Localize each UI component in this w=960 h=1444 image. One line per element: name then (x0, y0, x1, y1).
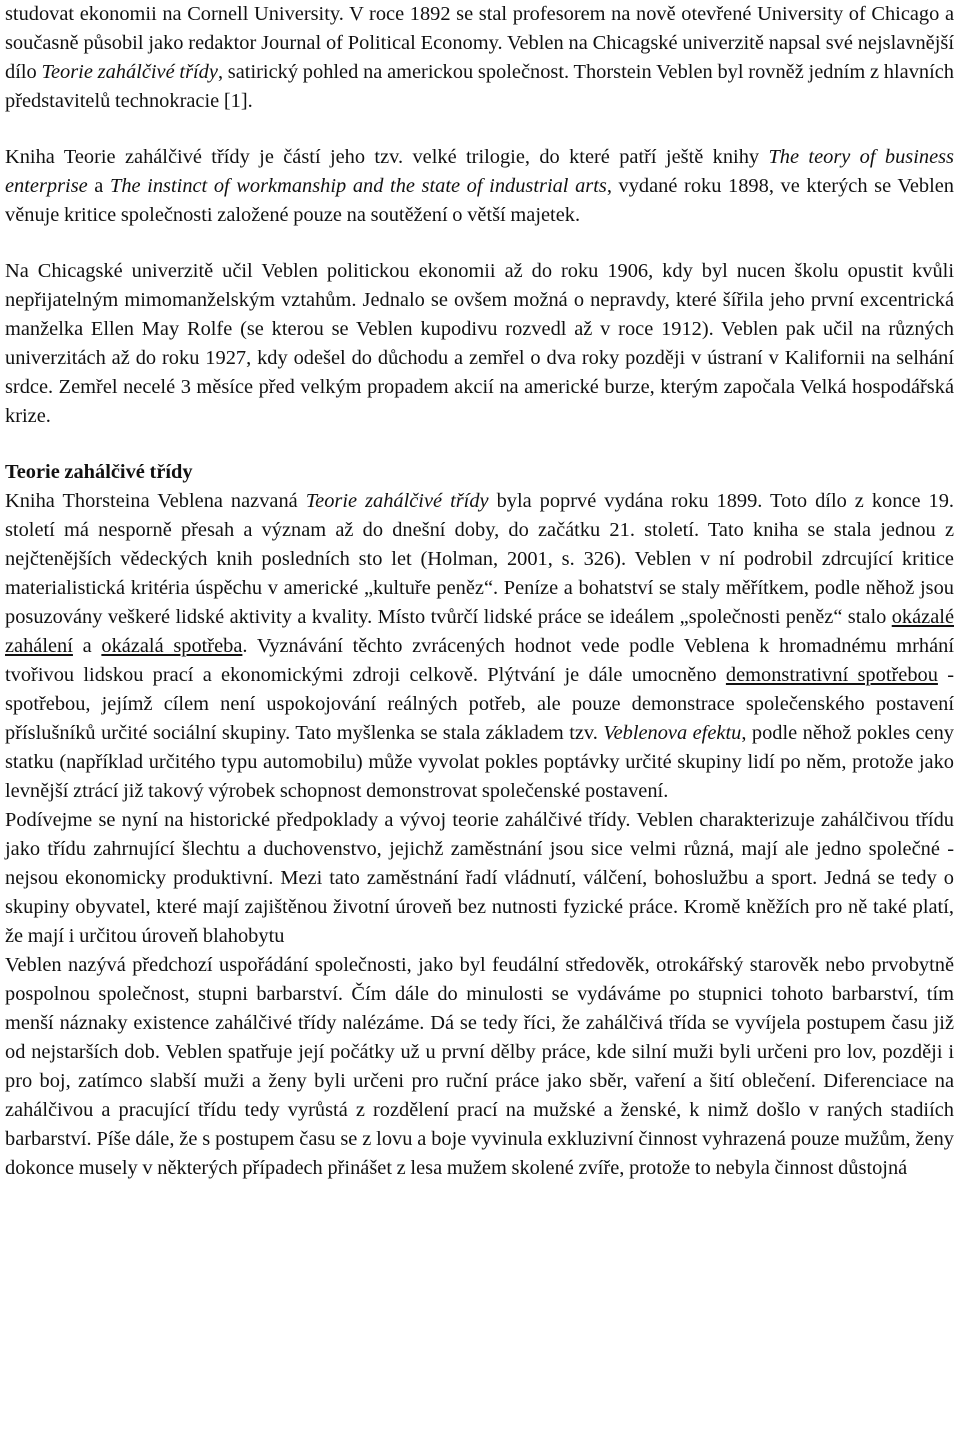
paragraph-text: , podle něhož pokles ceny statku (například určitého typu automobilu) může vyvolat pokles poptávky určité skupiny lidí po něm, protože jako levnější ztrácí již takový výrobek schopnost demonstrovat společenské postavení. (5, 722, 954, 802)
paragraph-biography (5, 0, 954, 116)
book-title: Teorie zahálčivé třídy (41, 61, 218, 83)
paragraph-text: , vydané roku 1898, ve kterých se Veblen věnuje kritice společnosti založené pouze na soutěžení o větší majetek. (5, 175, 955, 226)
paragraph-text: studovat ekonomii na Cornell University. V roce 1892 se stal profesorem na nově otevřené University of Chicago a současně působil jako redaktor Journal of Political Economy. Veblen na Chicagské univerzitě napsal své nejslavnější dílo (5, 3, 954, 83)
link-conspicuous-leisure[interactable]: okázalé zahálení (5, 606, 954, 657)
paragraph-text: - spotřebou, jejímž cílem není uspokojování reálných potřeb, ale pouze demonstrace společenského postavení příslušníků určité sociální skupiny. Tato myšlenka se stala základem tzv. (5, 664, 954, 744)
link-demonstrative-consumption[interactable]: demonstrativní spotřebou (725, 664, 938, 686)
section-heading: Teorie zahálčivé třídy (5, 461, 193, 483)
book-title: Teorie zahálčivé třídy (305, 490, 489, 512)
paragraph-text: , satirický pohled na americkou společnost. Thorstein Veblen byl rovněž jedním z hlavních představitelů technokracie [1]. (5, 61, 954, 112)
paragraph-text: Kniha Thorsteina Veblena nazvaná (5, 490, 306, 512)
book-title: The teory of business enterprise (5, 146, 954, 197)
paragraph-history: Podívejme se nyní na historické předpoklady a vývoj teorie zahálčivé třídy. Veblen charakterizuje zahálčivou třídu jako třídu zahrnující šlechtu a duchovenstvo, jejichž zaměstnání jsou sice velmi různá, mají ale jedno společné - nejsou ekonomicky produktivní. Mezi tato zaměstnání řadí vládnutí, válčení, bohoslužbu a sport. Jedná se tedy o skupiny obyvatel, které mají zajištěnou životní úroveň bez nutnosti fyzické práce. Kromě kněžích pro ně také platí, že mají i určitou úroveň blahobytu (5, 809, 954, 947)
term-veblen-effect: Veblenova efektu (603, 722, 742, 744)
paragraph-text: byla poprvé vydána roku 1899. Toto dílo z konce 19. století má nesporně přesah a význam až do dnešní doby, do začátku 21. století. Tato kniha se stala jednou z nejčtenějších vědeckých knih posledních sto let (Holman, 2001, s. 326). Veblen v ní podrobil zdrcující kritice materialistická kritéria úspěchu v americké „kultuře peněz“. Peníze a bohatství se staly měřítkem, podle něhož jsou posuzovány veškeré lidské aktivity a kvality. Místo tvůrčí lidské práce se ideálem „společnosti peněz“ stalo (5, 490, 954, 628)
link-conspicuous-consumption[interactable]: okázalá spotřeba (101, 635, 243, 657)
paragraph-text: a (87, 175, 110, 197)
paragraph-theory (5, 487, 954, 806)
paragraph-trilogy (5, 143, 954, 230)
paragraph-text: a (72, 635, 102, 657)
paragraph-text: Kniha Teorie zahálčivé třídy je částí jeho tzv. velké trilogie, do které patří ještě knihy (5, 146, 769, 168)
paragraph-chicago: Na Chicagské univerzitě učil Veblen politickou ekonomii až do roku 1906, kdy byl nucen školu opustit kvůli nepřijatelným mimomanželským vztahům. Jednalo se ovšem možná o nepravdy, které šířila jeho první excentrická manželka Ellen May Rolfe (se kterou se Veblen kupodivu rozvedl až v roce 1912). Veblen pak učil na různých univerzitách až do roku 1927, kdy odešel do důchodu a zemřel o dva roky později v ústraní v Kalifornii na selhání srdce. Zemřel necelé 3 měsíce před velkým propadem akcií na americké burze, kterým započala Velká hospodářská krize. (5, 260, 954, 427)
paragraph-text: . Vyznávání těchto zvrácených hodnot vede podle Veblena k hromadnému mrhání tvořivou lidskou prací a ekonomickými zdroji celkově. Plýtvání je dále umocněno (5, 635, 954, 686)
paragraph-barbarism: Veblen nazývá předchozí uspořádání společnosti, jako byl feudální středověk, otrokářský starověk nebo prvobytně pospolnou společnost, stupni barbarství. Čím dále do minulosti se vydáváme po stupnici tohoto barbarství, tím menší náznaky existence zahálčivé třídy nalézáme. Dá se tedy říci, že zahálčivá třída se vyvíjela postupem času již od nejstarších dob. Veblen spatřuje její počátky už u první dělby práce, kde silní muži byli určeni pro lov, později i pro boj, zatímco slabší muži a ženy byli určeni pro ruční práce jako sběr, vaření a šití oblečení. Diferenciace na zahálčivou a pracující třídu tedy vyrůstá z rozdělení prací na mužské a ženské, k nimž došlo v raných stadiích barbarství. Píše dále, že s postupem času se z lovu a boje vyvinula exkluzivní činnost vyhrazená pouze mužům, ženy dokonce musely v některých případech přinášet z lesa mužem skolené zvíře, protože to nebyla činnost důstojná (5, 954, 954, 1179)
book-title: The instinct of workmanship and the state of industrial arts (109, 175, 607, 197)
